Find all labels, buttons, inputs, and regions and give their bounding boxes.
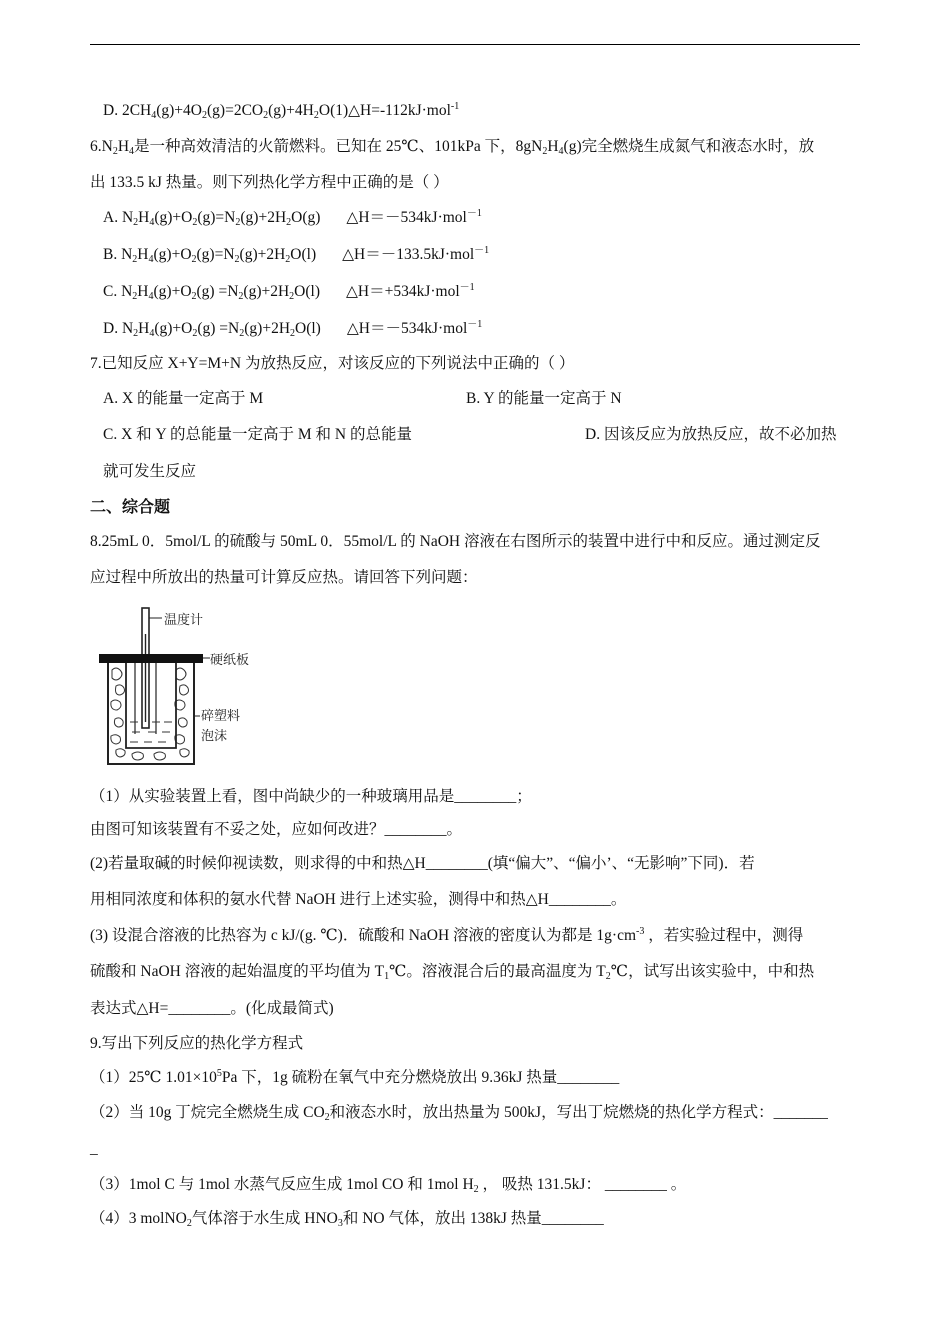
- q6-option-a: A. $N_2H_4(g)+O_2(g)=N_2(g)+2H_2O(g)$ △H＝－534kJ·mol$^{-1}$: [103, 208, 482, 228]
- q7-option-d-cont: 就可发生反应: [103, 463, 197, 480]
- q8-part3-line2: 硫酸和 NaOH 溶液的起始温度的平均值为 $T_1℃$。溶液混合后的最高温度为 $T_2℃$，试写出该实验中，中和热: [90, 963, 815, 982]
- q9-stem: 9.写出下列反应的热化学方程式: [90, 1035, 304, 1052]
- q8-part3-line3: 表达式△H=________。(化成最简式): [90, 1000, 334, 1017]
- q8-part3-line1: (3) 设混合溶液的比热容为 c kJ/(g. ℃)．硫酸和 NaOH 溶液的密度认为都是 $1g\cdot cm^{-3}$ ，若实验过程中，测得: [90, 926, 804, 944]
- q9-part2: （2）当 10g 丁烷完全燃烧生成 $CO_2$和液态水时，放出热量为 500kJ，写出丁烷燃烧的热化学方程式：_______: [90, 1104, 828, 1123]
- q9-part1: （1）25℃ $1.01\times 10^5Pa$ 下，1g 硫粉在氧气中充分燃烧放出 9.36kJ 热量________: [90, 1068, 620, 1086]
- q6-stem-line2: 出 133.5 kJ 热量。则下列热化学方程中正确的是（ ）: [90, 174, 449, 191]
- label-foam: 碎塑料: [201, 709, 241, 724]
- calorimeter-figure: [96, 604, 266, 774]
- q8-part2-line1: (2)若量取碱的时候仰视读数，则求得的中和热△H________(填“偏大”、“偏小’、“无影响”下同)．若: [90, 855, 755, 872]
- q8-part1-line2: 由图可知该装置有不妥之处，应如何改进？________。: [90, 821, 463, 838]
- q6-option-b: B. $N_2H_4(g)+O_2(g)=N_2(g)+2H_2O(l)$ △H＝－133.5kJ·mol$^{-1}$: [103, 245, 490, 265]
- q7-option-a: A. X 的能量一定高于 M: [103, 390, 264, 407]
- label-thermometer: 温度计: [164, 613, 204, 628]
- q7-option-d: D. 因该反应为放热反应，故不必加热: [585, 426, 837, 443]
- q8-stem-line1: 8.25mL 0．5mol/L 的硫酸与 50mL 0．55mol/L 的 NaOH 溶液在右图所示的装置中进行中和反应。通过测定反: [90, 533, 821, 550]
- q6-stem-line1: $6.N_2H_4$是一种高效清洁的火箭燃料。已知在 25℃、101kPa 下，$8gN_2H_4(g)$完全燃烧生成氮气和液态水时，放: [90, 138, 815, 157]
- inner-beaker: [126, 663, 176, 748]
- cardboard-lid: [99, 654, 203, 663]
- q8-part1-line1: （1）从实验装置上看，图中尚缺少的一种玻璃用品是________；: [90, 788, 532, 805]
- q7-option-c: C. X 和 Y 的总能量一定高于 M 和 N 的总能量: [103, 426, 413, 443]
- q7-stem: 7.已知反应 X+Y=M+N 为放热反应，对该反应的下列说法中正确的（ ）: [90, 355, 575, 372]
- q8-stem-line2: 应过程中所放出的热量可计算反应热。请回答下列问题：: [90, 569, 478, 586]
- q8-part2-line2: 用相同浓度和体积的氨水代替 NaOH 进行上述实验，测得中和热△H________。: [90, 891, 627, 908]
- section-heading: 二、综合题: [90, 497, 171, 516]
- header-rule: [90, 44, 860, 45]
- q6-option-d: D. $N_2H_4(g)+O_2(g) =N_2(g)+2H_2O(l)$ △H＝－534kJ·mol$^{-1}$: [103, 319, 483, 339]
- q6-option-c: C. $N_2H_4(g)+O_2(g) =N_2(g)+2H_2O(l)$ △H＝+534kJ·mol$^{-1}$: [103, 282, 475, 302]
- label-cardboard: 硬纸板: [210, 653, 250, 668]
- q5-option-d: D. $2CH_4(g)+4O_2(g)=2CO_2(g)+4H_2O(1)\triangle H=-112kJ\cdot mol^{-1}$: [103, 101, 460, 121]
- q9-part3: （3）1mol C 与 1mol 水蒸气反应生成 1mol CO 和 1mol $H_2$ ， 吸热 131.5kJ： ________ 。: [90, 1176, 687, 1195]
- q9-part4: （4）3 molNO$_2$气体溶于水生成 $HNO_3$和 NO 气体，放出 138kJ 热量________: [90, 1210, 604, 1229]
- label-foam-2: 泡沫: [201, 729, 228, 744]
- q9-part2-cont: _: [90, 1140, 98, 1157]
- q7-option-b: B. Y 的能量一定高于 N: [466, 390, 622, 407]
